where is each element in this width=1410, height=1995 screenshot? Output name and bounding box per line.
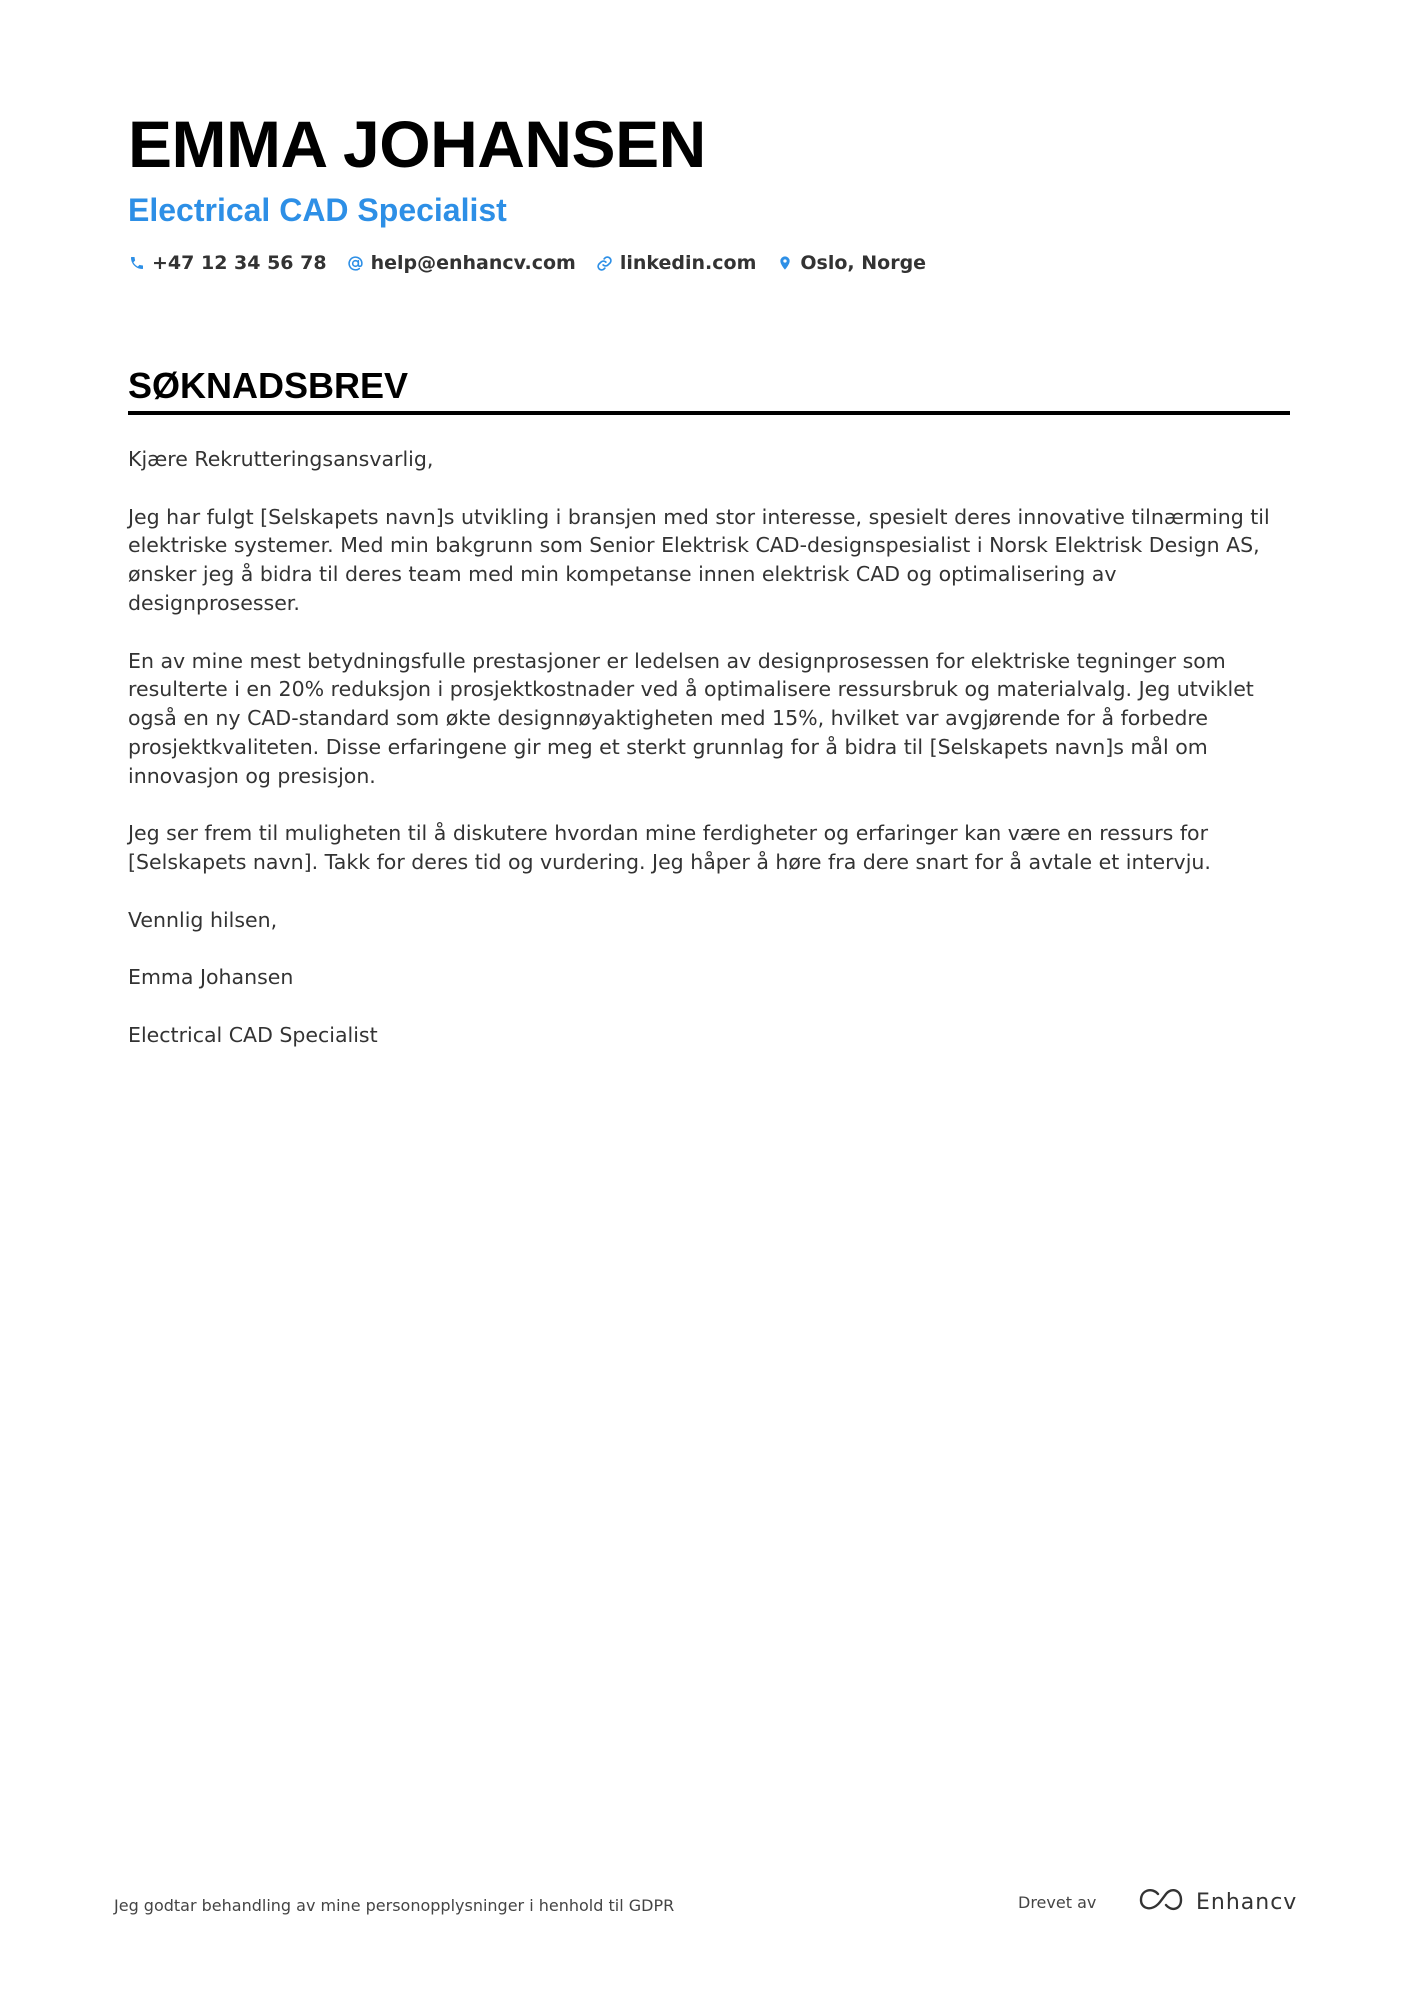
brand-logo[interactable]	[1138, 1888, 1297, 1916]
job-title: Electrical CAD Specialist	[128, 192, 507, 228]
enhancv-logo-icon	[1138, 1888, 1184, 1916]
signature-title: Electrical CAD Specialist	[128, 1022, 378, 1047]
letter-paragraph: Jeg ser frem til muligheten til å diskutere hvordan mine ferdigheter og erfaringer kan være en ressurs for [Selskapets navn]. Takk for deres tid og vurdering. Jeg håper å høre fra dere snart for å avtale et intervju.	[128, 821, 1211, 875]
cover-letter-section	[128, 365, 1290, 1079]
powered-by-label: Drevet av	[1018, 1893, 1097, 1912]
contact-phone-text: +47 12 34 56 78	[152, 252, 327, 274]
contact-email-text[interactable]: help@enhancv.com	[370, 252, 576, 274]
gdpr-consent-text: Jeg godtar behandling av mine personopplysninger i henhold til GDPR	[114, 1896, 675, 1915]
at-icon	[347, 254, 365, 272]
location-pin-icon	[776, 254, 794, 272]
contact-location-text: Oslo, Norge	[800, 252, 927, 274]
contact-bar	[128, 252, 1288, 274]
signature-name: Emma Johansen	[128, 965, 294, 990]
phone-icon	[128, 254, 146, 272]
letter-paragraph: Jeg har fulgt [Selskapets navn]s utvikling i bransjen med stor interesse, spesielt deres innovative tilnærming til elektriske systemer. Med min bakgrunn som Senior Elektrisk CAD-designspesialist i Norsk Elektrisk Design AS, ønsker jeg å bidra til deres team med min kompetanse innen elektrisk CAD og optimalisering av designprosesser.	[128, 504, 1270, 615]
candidate-name: EMMA JOHANSEN	[128, 107, 706, 181]
header	[128, 104, 1288, 274]
contact-location	[776, 252, 926, 274]
letter-paragraph: En av mine mest betydningsfulle prestasjoner er ledelsen av designprosessen for elektriske tegninger som resulterte i en 20% reduksjon i prosjektkostnader ved å optimalisere ressursbruk og materialvalg. Jeg utviklet også en ny CAD-standard som økte designnøyaktigheten med 15%, hvilket var avgjørende for å forbedre prosjektkvaliteten. Disse erfaringene gir meg et sterkt grunnlag for å bidra til [Selskapets navn]s mål om innovasjon og presisjon.	[128, 648, 1254, 788]
section-title: SØKNADSBREV	[128, 365, 1290, 415]
letter-greeting: Kjære Rekrutteringsansvarlig,	[128, 447, 434, 471]
contact-phone	[128, 252, 327, 274]
brand-name: Enhancv	[1196, 1889, 1298, 1915]
letter-body	[128, 445, 1290, 1050]
contact-email[interactable]	[347, 252, 576, 274]
contact-linkedin[interactable]	[596, 252, 757, 274]
letter-closing: Vennlig hilsen,	[128, 907, 278, 932]
link-icon	[596, 254, 614, 272]
contact-linkedin-text[interactable]: linkedin.com	[619, 252, 757, 274]
